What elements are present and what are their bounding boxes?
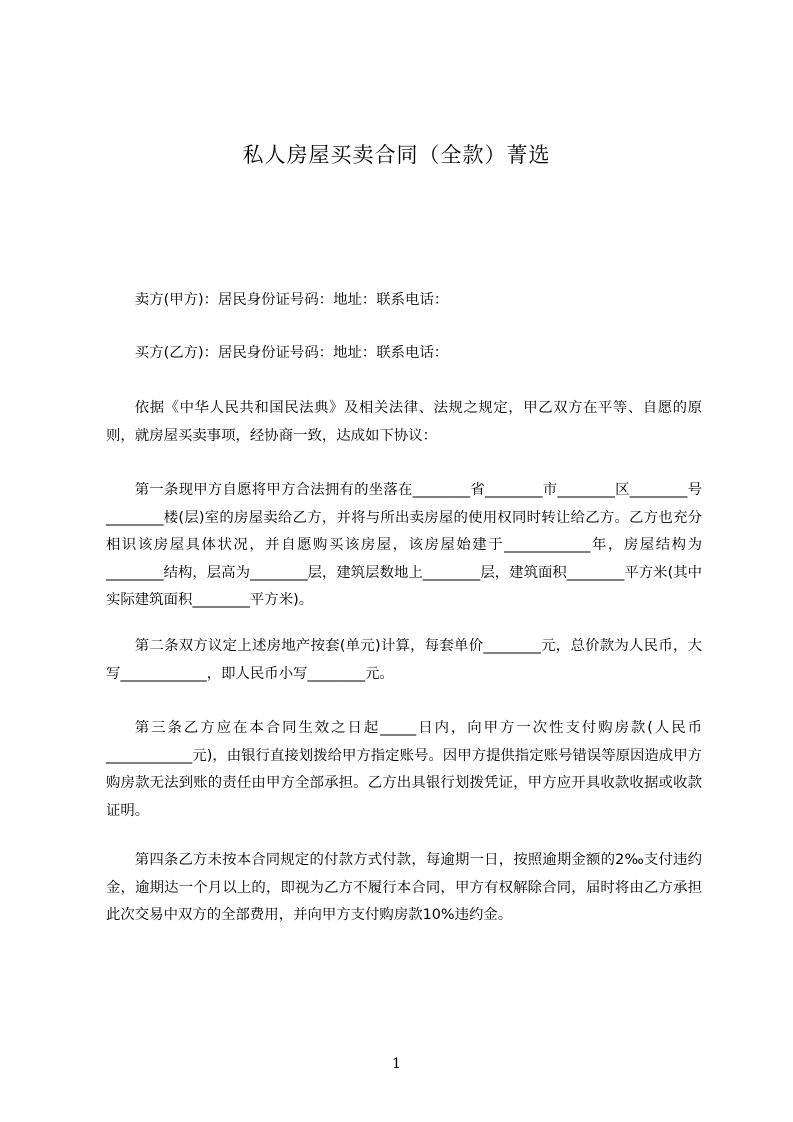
buyer-info-paragraph: 买方(乙方)：居民身份证号码：地址：联系电话：: [134, 345, 449, 361]
article-3-paragraph: 第三条乙方应在本合同生效之日起_____日内，向甲方一次性支付购房款(人民币____________元)，由银行直接划拨给甲方指定账号。因甲方提供指定账号错误等原因造成甲方购房款无法到账的责任由甲方全部承担。乙方出具银行划拨凭证，甲方应开具收款收据或收款证明。: [106, 720, 702, 819]
preamble-paragraph: 依据《中华人民共和国民法典》及相关法律、法规之规定，甲乙双方在平等、自愿的原则，就房屋买卖事项，经协商一致，达成如下协议：: [106, 400, 702, 444]
article-2-paragraph: 第二条双方议定上述房地产按套(单元)计算，每套单价________元，总价款为人民币，大写____________，即人民币小写________元。: [106, 638, 702, 682]
article-1-paragraph: 第一条现甲方自愿将甲方合法拥有的坐落在________省________市________区________号________楼(层)室的房屋卖给乙方，并将与所出卖房屋的使用权同时转让给乙方。乙方也充分相识该房屋具体状况，并自愿购买该房屋，该房屋始建于____________年，房屋结构为________结构，层高为________层，建筑层数地上________层，建筑面积________平方米(其中实际建筑面积________平方米)。: [106, 482, 702, 608]
article-4-paragraph: 第四条乙方未按本合同规定的付款方式付款，每逾期一日，按照逾期金额的2‰支付违约金，逾期达一个月以上的，即视为乙方不履行本合同，甲方有权解除合同，届时将由乙方承担此次交易中双方的全部费用，并向甲方支付购房款10%违约金。: [106, 852, 702, 923]
seller-info-paragraph: 卖方(甲方)：居民身份证号码：地址：联系电话：: [134, 292, 449, 308]
document-title: 私人房屋买卖合同（全款）菁选: [242, 143, 551, 167]
page-number: 1: [392, 1056, 401, 1072]
